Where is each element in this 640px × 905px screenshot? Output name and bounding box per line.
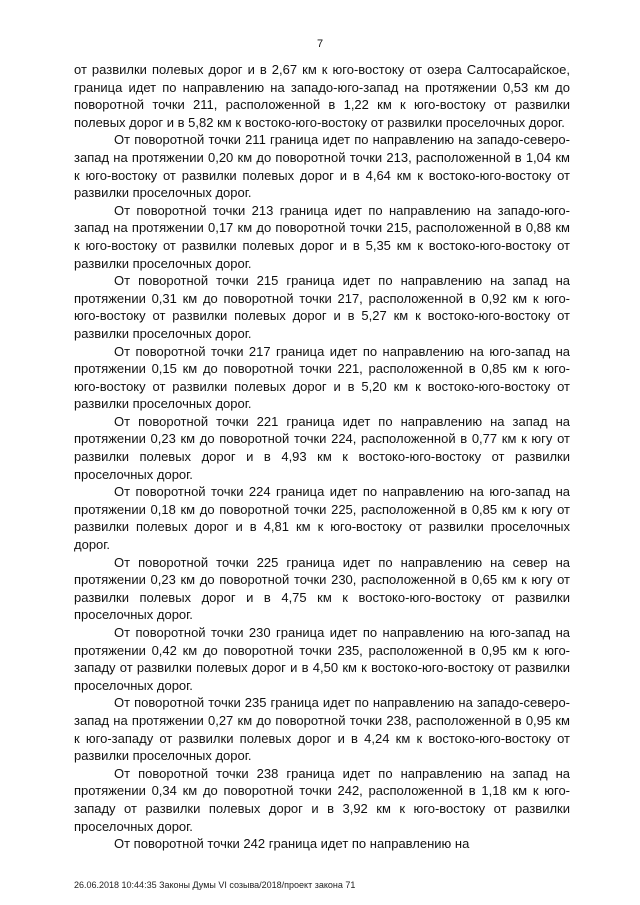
paragraph: От поворотной точки 211 граница идет по направлению на западо-северо-запад на протяжении 0,20 км до поворотной точки 213, расположенной в 1,04 км к юго-востоку от развилки полевых дорог и в 4,64 км к востоко-юго-востоку от развилки проселочных дорог. [74,132,570,201]
paragraph: От поворотной точки 217 граница идет по направлению на юго-запад на протяжении 0,15 км до поворотной точки 221, расположенной в 0,85 км к юго-юго-востоку от развилки полевых дорог и в 5,20 км к востоко-юго-востоку от развилки проселочных дорог. [74,343,570,412]
page-number: 7 [316,38,324,50]
paragraph: От поворотной точки 238 граница идет по направлению на запад на протяжении 0,34 км до поворотной точки 242, расположенной в 1,18 км к юго-западу от развилки полевых дорог и в 3,92 км к юго-востоку от развилки проселочных дорог. [74,765,570,834]
paragraph: От поворотной точки 242 граница идет по направлению на [114,836,470,852]
document-body [74,61,570,853]
paragraph: От поворотной точки 213 граница идет по направлению на западо-юго-запад на протяжении 0,17 км до поворотной точки 215, расположенной в 0,88 км к юго-востоку от развилки полевых дорог и в 5,35 км к востоко-юго-востоку от развилки проселочных дорог. [74,202,570,271]
paragraph: От поворотной точки 215 граница идет по направлению на запад на протяжении 0,31 км до поворотной точки 217, расположенной в 0,92 км к юго-юго-востоку от развилки полевых дорог и в 5,27 км к востоко-юго-востоку от развилки проселочных дорог. [74,273,570,341]
paragraph: От поворотной точки 224 граница идет по направлению на юго-запад на протяжении 0,18 км до поворотной точки 225, расположенной в 0,85 км к югу от развилки полевых дорог и в 4,81 км к юго-востоку от развилки проселочных дорог. [74,484,570,553]
paragraph: от развилки полевых дорог и в 2,67 км к юго-востоку от озера Салтосарайское, граница идет по направлению на западо-юго-запад на протяжении 0,53 км до поворотной точки 211, расположенной в 1,22 км к юго-востоку от развилки полевых дорог и в 5,82 км к востоко-юго-востоку от развилки проселочных дорог. [74,62,570,130]
paragraph: От поворотной точки 235 граница идет по направлению на западо-северо-запад на протяжении 0,27 км до поворотной точки 238, расположенной в 0,95 км к юго-западу от развилки полевых дорог и в 4,24 км к востоко-юго-востоку от развилки проселочных дорог. [74,695,570,764]
paragraph: От поворотной точки 225 граница идет по направлению на север на протяжении 0,23 км до поворотной точки 230, расположенной в 0,65 км к югу от развилки полевых дорог и в 4,75 км к востоко-юго-востоку от развилки проселочных дорог. [74,554,570,623]
paragraph: От поворотной точки 230 граница идет по направлению на юго-запад на протяжении 0,42 км до поворотной точки 235, расположенной в 0,95 км к юго-западу от развилки полевых дорог и в 4,50 км к востоко-юго-востоку от развилки проселочных дорог. [74,625,570,693]
paragraph: От поворотной точки 221 граница идет по направлению на запад на протяжении 0,23 км до поворотной точки 224, расположенной в 0,77 км к югу от развилки полевых дорог и в 4,93 км к востоко-юго-востоку от развилки проселочных дорог. [74,413,570,482]
page-footer: 26.06.2018 10:44:35 Законы Думы VI созыва/2018/проект закона 71 [74,880,356,890]
